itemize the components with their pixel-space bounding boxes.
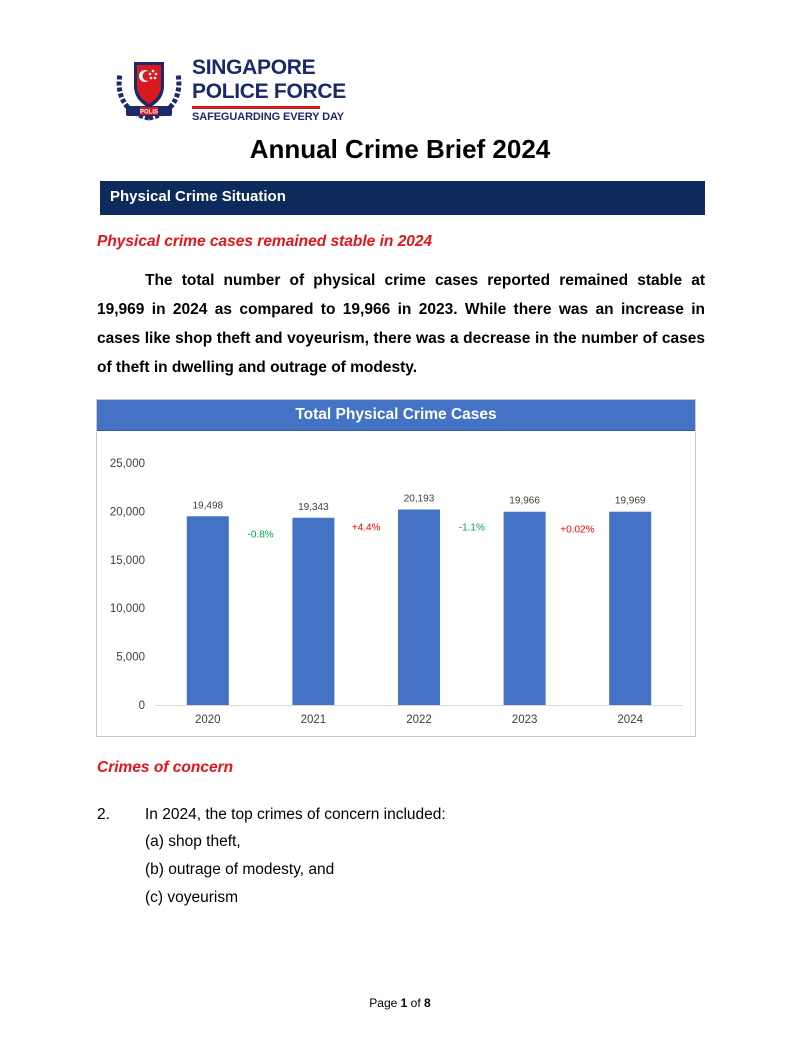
crime-chart <box>96 399 696 737</box>
list-number: 2. <box>97 806 110 823</box>
logo-line-1: SINGAPORE <box>192 56 316 79</box>
page-footer <box>0 996 800 1010</box>
subheading-concern: Crimes of concern <box>97 759 234 776</box>
x-tick-label: 2024 <box>617 714 643 726</box>
y-tick-label: 20,000 <box>109 506 145 519</box>
chart-title-bar <box>97 400 695 431</box>
y-tick-label: 25,000 <box>109 458 145 470</box>
bar-2021 <box>292 518 334 705</box>
spf-logo <box>112 52 346 124</box>
x-tick-label: 2020 <box>195 714 221 726</box>
y-tick-label: 0 <box>138 700 145 712</box>
bar-2024 <box>609 512 651 705</box>
document-title: Annual Crime Brief 2024 <box>249 134 551 164</box>
body-paragraph: The total number of physical crime cases reported remained stable at 19,969 in 2024 as compared to 19,966 in 2023. While there was an increase in cases like shop theft and voyeurism, there was a decrease in the number of cases of theft in dwelling and outrage of modesty. <box>97 272 705 376</box>
police-crest-icon <box>112 52 186 124</box>
y-tick-label: 5,000 <box>116 651 145 664</box>
bar-2022 <box>398 510 440 705</box>
chart-plot <box>97 430 695 736</box>
footer-prefix: Page <box>369 996 401 1010</box>
logo-rule <box>192 106 320 109</box>
bar-value-label: 20,193 <box>403 493 435 505</box>
logo-tagline: SAFEGUARDING EVERY DAY <box>192 111 345 123</box>
bar-value-label: 19,343 <box>298 501 329 513</box>
subheading-stable: Physical crime cases remained stable in 2024 <box>97 233 433 250</box>
bar-value-label: 19,966 <box>509 495 540 507</box>
y-tick-label: 15,000 <box>109 554 145 567</box>
footer-total-pages: 8 <box>424 996 431 1010</box>
bar-2023 <box>504 512 546 705</box>
section-header <box>100 181 705 215</box>
section-header-label: Physical Crime Situation <box>110 188 286 205</box>
x-tick-label: 2022 <box>406 714 432 726</box>
list-intro: In 2024, the top crimes of concern included: <box>145 806 446 823</box>
list-item-shop-theft: (a) shop theft, <box>145 833 241 850</box>
list-item-outrage-of-modesty: (b) outrage of modesty, and <box>145 861 335 878</box>
y-tick-label: 10,000 <box>109 603 145 616</box>
change-label: +0.02% <box>560 524 595 536</box>
bar-2020 <box>187 516 229 705</box>
x-tick-label: 2021 <box>300 714 327 726</box>
footer-current-page: 1 <box>400 996 408 1010</box>
x-tick-label: 2023 <box>511 714 538 726</box>
chart-title: Total Physical Crime Cases <box>295 406 497 423</box>
logo-wordmark <box>192 56 346 123</box>
change-label: -0.8% <box>247 529 274 541</box>
footer-middle: of <box>407 996 425 1010</box>
logo-line-2: POLICE FORCE <box>192 80 346 103</box>
badge-text: POLIS <box>139 109 159 116</box>
change-label: -1.1% <box>458 522 485 534</box>
bar-value-label: 19,498 <box>192 500 224 512</box>
change-label: +4.4% <box>351 522 381 534</box>
bar-value-label: 19,969 <box>614 495 646 507</box>
list-item-voyeurism: (c) voyeurism <box>145 889 239 906</box>
